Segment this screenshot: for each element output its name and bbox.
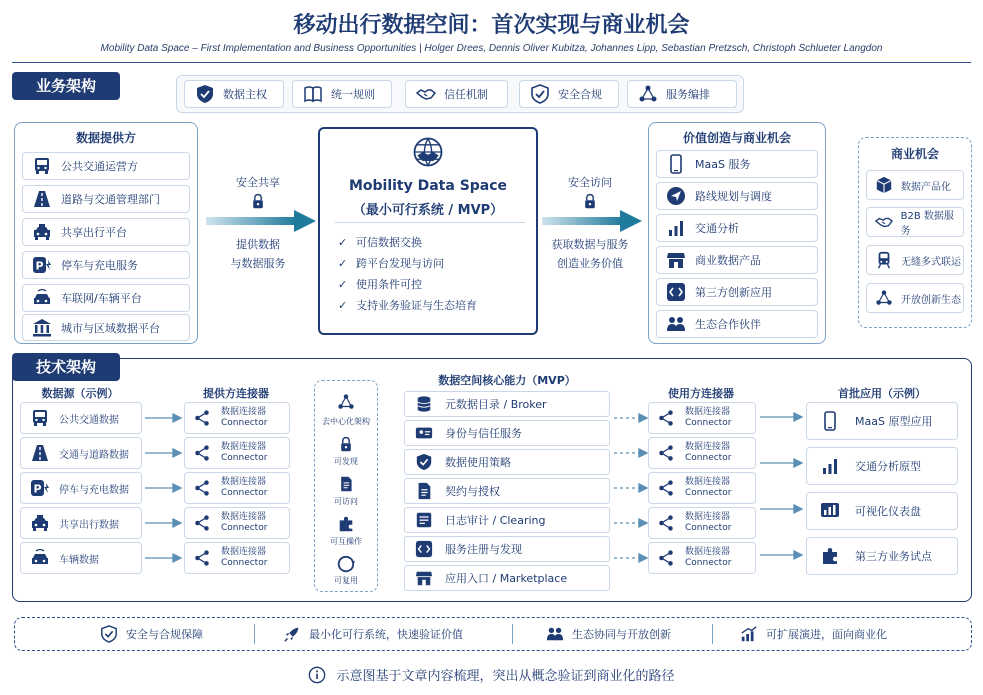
share-icon bbox=[193, 409, 211, 427]
header-divider bbox=[12, 62, 971, 63]
core-item bbox=[404, 565, 610, 591]
taxi-icon bbox=[30, 513, 50, 533]
shield-check-icon bbox=[100, 625, 118, 643]
document-icon bbox=[338, 476, 354, 492]
provider-connector bbox=[184, 402, 290, 434]
nodes-icon bbox=[638, 84, 658, 104]
value-label: 交通分析 bbox=[695, 222, 739, 235]
connector-to-app-arrows bbox=[758, 405, 804, 570]
share-icon bbox=[657, 514, 675, 532]
app-label: MaaS 原型应用 bbox=[855, 415, 933, 428]
share-icon bbox=[657, 549, 675, 567]
app-item bbox=[806, 537, 958, 575]
provider-item bbox=[22, 185, 190, 213]
database-icon bbox=[415, 395, 433, 413]
consumer-connector bbox=[648, 437, 756, 469]
consumer-connectors-title: 使用方连接器 bbox=[668, 387, 734, 400]
share-icon bbox=[193, 514, 211, 532]
provider-item bbox=[22, 152, 190, 180]
opportunities-title: 商业机会 bbox=[890, 147, 939, 161]
page-title: 移动出行数据空间：首次实现与商业机会 bbox=[293, 13, 690, 38]
share-icon bbox=[193, 549, 211, 567]
connector-sublabel: Connector bbox=[221, 488, 268, 498]
connector-sublabel: Connector bbox=[685, 418, 732, 428]
shield-icon bbox=[195, 84, 215, 104]
mvp-bullet-label: 使用条件可控 bbox=[356, 278, 422, 291]
source-label: 车辆数据 bbox=[59, 554, 99, 566]
access-arrow bbox=[542, 210, 642, 232]
provider-item bbox=[22, 314, 190, 341]
network-icon bbox=[337, 393, 355, 411]
principle-unified-rules bbox=[292, 80, 392, 108]
consumer-connector bbox=[648, 472, 756, 504]
bar-chart-icon bbox=[666, 218, 686, 238]
footer-note bbox=[0, 665, 983, 684]
check-icon: ✓ bbox=[338, 256, 348, 270]
handshake-icon bbox=[875, 213, 893, 231]
provide-data-label: 提供数据 bbox=[236, 238, 280, 251]
source-item bbox=[20, 472, 142, 504]
principle-label: 安全合规 bbox=[558, 88, 602, 101]
provider-connector bbox=[184, 472, 290, 504]
lock-icon bbox=[338, 436, 354, 452]
connector-label: 数据连接器 bbox=[685, 512, 731, 522]
provide-services-label: 与数据服务 bbox=[230, 257, 286, 270]
guarantee-item bbox=[546, 625, 671, 643]
app-item bbox=[806, 402, 958, 440]
connector-label: 数据连接器 bbox=[685, 407, 731, 417]
city-hall-icon bbox=[32, 318, 52, 338]
bar-chart-icon bbox=[820, 456, 840, 476]
decentral-label: 可复用 bbox=[334, 576, 358, 585]
check-icon: ✓ bbox=[338, 277, 348, 291]
connector-sublabel: Connector bbox=[685, 558, 732, 568]
opportunity-label: B2B 数据服务 bbox=[900, 211, 954, 237]
value-label: 商业数据产品 bbox=[695, 254, 761, 267]
core-label: 数据使用策略 bbox=[445, 456, 511, 469]
core-label: 元数据目录 / Broker bbox=[445, 398, 547, 411]
provider-label: 车联网/车辆平台 bbox=[61, 292, 142, 305]
people-icon bbox=[666, 314, 686, 334]
handshake-icon bbox=[416, 84, 436, 104]
mvp-bullet bbox=[338, 255, 444, 271]
connector-label: 数据连接器 bbox=[685, 477, 731, 487]
road-icon bbox=[32, 189, 52, 209]
core-label: 应用入口 / Marketplace bbox=[445, 572, 568, 585]
value-item bbox=[656, 214, 818, 242]
guarantee-label: 最小化可行系统，快速验证价值 bbox=[309, 628, 463, 641]
mvp-bullet bbox=[338, 234, 422, 250]
source-label: 停车与充电数据 bbox=[59, 484, 129, 496]
apps-title: 首批应用（示例） bbox=[838, 387, 926, 400]
opportunity-item bbox=[866, 207, 964, 237]
opportunity-item bbox=[866, 283, 964, 313]
app-item bbox=[806, 447, 958, 485]
bar-divider bbox=[712, 624, 713, 644]
core-label: 身份与信任服务 bbox=[445, 427, 522, 440]
connector-label: 数据连接器 bbox=[221, 547, 267, 557]
provider-connector bbox=[184, 507, 290, 539]
provider-connector bbox=[184, 437, 290, 469]
provider-label: 道路与交通管理部门 bbox=[61, 193, 160, 206]
share-icon bbox=[193, 479, 211, 497]
value-item bbox=[656, 278, 818, 306]
core-item bbox=[404, 420, 610, 446]
provider-label: 停车与充电服务 bbox=[61, 259, 138, 272]
contract-icon bbox=[415, 482, 433, 500]
opportunity-item bbox=[866, 245, 964, 275]
provider-item bbox=[22, 284, 190, 312]
guarantee-item bbox=[100, 625, 203, 643]
lock-icon bbox=[250, 192, 266, 210]
provider-item bbox=[22, 251, 190, 279]
share-icon bbox=[657, 444, 675, 462]
connector-sublabel: Connector bbox=[221, 558, 268, 568]
connector-label: 数据连接器 bbox=[685, 547, 731, 557]
core-capabilities-title: 数据空间核心能力（MVP） bbox=[438, 374, 576, 387]
parking-charging-icon bbox=[32, 255, 52, 275]
connected-car-icon bbox=[32, 288, 52, 308]
opportunity-label: 数据产品化 bbox=[901, 181, 951, 193]
source-label: 公共交通数据 bbox=[59, 414, 119, 426]
value-item bbox=[656, 246, 818, 274]
connector-sublabel: Connector bbox=[685, 523, 732, 533]
mvp-bullet-label: 跨平台发现与访问 bbox=[356, 257, 444, 270]
network-icon bbox=[875, 289, 893, 307]
connector-label: 数据连接器 bbox=[221, 477, 267, 487]
core-item bbox=[404, 391, 610, 417]
guarantee-item bbox=[740, 625, 887, 643]
guarantee-label: 可扩展演进，面向商业化 bbox=[766, 628, 887, 641]
secure-access-label: 安全访问 bbox=[568, 176, 612, 189]
secure-sharing-label: 安全共享 bbox=[236, 176, 280, 189]
decentral-label: 可发现 bbox=[334, 457, 358, 466]
app-label: 交通分析原型 bbox=[855, 460, 921, 473]
core-label: 契约与授权 bbox=[445, 485, 500, 498]
principle-orchestration bbox=[627, 80, 737, 108]
connector-sublabel: Connector bbox=[685, 453, 732, 463]
connector-label: 数据连接器 bbox=[221, 407, 267, 417]
provider-label: 共享出行平台 bbox=[61, 226, 127, 239]
core-item bbox=[404, 449, 610, 475]
provider-label: 公共交通运营方 bbox=[61, 160, 138, 173]
page-subtitle: Mobility Data Space – First Implementation and Business Opportunities | Holger Drees, Dennis Oliver Kubitza, Johannes Lipp, Sebastian Pretzsch, Christoph Schlueter Langdon bbox=[100, 43, 883, 54]
connector-sublabel: Connector bbox=[685, 488, 732, 498]
recycle-icon bbox=[337, 555, 355, 573]
value-creation-title: 价值创造与商业机会 bbox=[682, 131, 791, 145]
connector-label: 数据连接器 bbox=[221, 442, 267, 452]
opportunity-label: 无缝多式联运 bbox=[901, 256, 961, 268]
source-label: 共享出行数据 bbox=[59, 519, 119, 531]
bus-icon bbox=[32, 156, 52, 176]
puzzle-icon bbox=[337, 515, 355, 533]
provider-item bbox=[22, 218, 190, 246]
source-item bbox=[20, 542, 142, 574]
connector-label: 数据连接器 bbox=[685, 442, 731, 452]
mvp-divider bbox=[335, 222, 525, 223]
guarantee-item bbox=[283, 625, 463, 643]
rocket-icon bbox=[283, 625, 301, 643]
connector-sublabel: Connector bbox=[221, 453, 268, 463]
navigation-icon bbox=[666, 186, 686, 206]
bus-icon bbox=[30, 408, 50, 428]
principle-label: 统一规则 bbox=[331, 88, 375, 101]
core-item bbox=[404, 507, 610, 533]
decentral-label: 去中心化架构 bbox=[322, 417, 370, 426]
phone-icon bbox=[666, 154, 686, 174]
value-label: 路线规划与调度 bbox=[695, 190, 772, 203]
mvp-bullet-label: 支持业务验证与生态培育 bbox=[356, 299, 477, 312]
phone-icon bbox=[820, 411, 840, 431]
mvp-bullet bbox=[338, 276, 422, 292]
principle-security bbox=[519, 80, 619, 108]
code-icon bbox=[666, 282, 686, 302]
parking-charging-icon bbox=[30, 478, 50, 498]
value-item bbox=[656, 310, 818, 338]
data-providers-title: 数据提供方 bbox=[75, 131, 136, 145]
principle-label: 服务编排 bbox=[666, 88, 710, 101]
share-icon bbox=[657, 479, 675, 497]
source-item bbox=[20, 437, 142, 469]
connector-sublabel: Connector bbox=[221, 418, 268, 428]
cube-icon bbox=[875, 176, 893, 194]
opportunity-item bbox=[866, 170, 964, 200]
consumer-connector bbox=[648, 542, 756, 574]
provider-connectors-title: 提供方连接器 bbox=[203, 387, 269, 400]
taxi-icon bbox=[32, 222, 52, 242]
consumer-connector bbox=[648, 402, 756, 434]
dashboard-icon bbox=[820, 501, 840, 521]
principle-trust bbox=[405, 80, 508, 108]
provide-arrow bbox=[206, 210, 316, 232]
log-icon bbox=[415, 511, 433, 529]
principle-data-sovereignty bbox=[184, 80, 284, 108]
source-label: 交通与道路数据 bbox=[59, 449, 129, 461]
source-to-connector-arrows bbox=[143, 400, 183, 580]
decentral-label: 可访问 bbox=[334, 497, 358, 506]
consumer-connector bbox=[648, 507, 756, 539]
sources-title: 数据源（示例） bbox=[41, 387, 119, 400]
id-card-icon bbox=[415, 424, 433, 442]
lock-icon bbox=[582, 192, 598, 210]
road-icon bbox=[30, 443, 50, 463]
opportunity-label: 开放创新生态 bbox=[901, 294, 961, 306]
provider-label: 城市与区域数据平台 bbox=[61, 321, 160, 335]
shield-icon bbox=[415, 453, 433, 471]
technical-architecture-tag: 技术架构 bbox=[12, 353, 120, 381]
guarantee-label: 生态协同与开放创新 bbox=[572, 628, 671, 641]
info-icon bbox=[308, 666, 326, 684]
share-icon bbox=[193, 444, 211, 462]
value-item bbox=[656, 150, 818, 178]
core-item bbox=[404, 536, 610, 562]
core-label: 服务注册与发现 bbox=[445, 543, 522, 556]
check-icon: ✓ bbox=[338, 298, 348, 312]
get-data-label: 获取数据与服务 bbox=[551, 238, 629, 251]
value-label: 生态合作伙伴 bbox=[695, 318, 761, 331]
app-label: 可视化仪表盘 bbox=[855, 505, 921, 518]
value-item bbox=[656, 182, 818, 210]
store-icon bbox=[415, 569, 433, 587]
source-item bbox=[20, 507, 142, 539]
value-label: MaaS 服务 bbox=[695, 158, 751, 171]
connector-sublabel: Connector bbox=[221, 523, 268, 533]
connector-label: 数据连接器 bbox=[221, 512, 267, 522]
bar-divider bbox=[512, 624, 513, 644]
train-icon bbox=[875, 251, 893, 269]
principle-label: 信任机制 bbox=[444, 88, 488, 101]
mvp-subtitle: （最小可行系统 / MVP） bbox=[352, 203, 504, 218]
provider-connector bbox=[184, 542, 290, 574]
core-label: 日志审计 / Clearing bbox=[445, 514, 546, 527]
share-icon bbox=[657, 409, 675, 427]
book-icon bbox=[303, 84, 323, 104]
decentral-label: 可互操作 bbox=[330, 537, 362, 546]
app-label: 第三方业务试点 bbox=[855, 550, 932, 563]
mvp-bullet bbox=[338, 297, 477, 313]
footer-note-text: 示意图基于文章内容梳理，突出从概念验证到商业化的路径 bbox=[336, 669, 675, 684]
principle-label: 数据主权 bbox=[223, 88, 267, 101]
growth-icon bbox=[740, 625, 758, 643]
source-item bbox=[20, 402, 142, 434]
value-label: 第三方创新应用 bbox=[695, 286, 772, 299]
store-icon bbox=[666, 250, 686, 270]
core-to-connector-arrows bbox=[612, 400, 648, 580]
business-architecture-tag: 业务架构 bbox=[12, 72, 120, 100]
connected-car-icon bbox=[30, 548, 50, 568]
create-value-label: 创造业务价值 bbox=[557, 257, 623, 270]
mvp-title: Mobility Data Space bbox=[348, 178, 508, 194]
people-icon bbox=[546, 625, 564, 643]
check-icon: ✓ bbox=[338, 235, 348, 249]
core-item bbox=[404, 478, 610, 504]
guarantee-label: 安全与合规保障 bbox=[126, 628, 203, 641]
globe-handshake-icon bbox=[408, 134, 448, 170]
shield-check-icon bbox=[530, 84, 550, 104]
mvp-bullet-label: 可信数据交换 bbox=[356, 236, 422, 249]
puzzle-icon bbox=[820, 546, 840, 566]
code-icon bbox=[415, 540, 433, 558]
bar-divider bbox=[254, 624, 255, 644]
app-item bbox=[806, 492, 958, 530]
